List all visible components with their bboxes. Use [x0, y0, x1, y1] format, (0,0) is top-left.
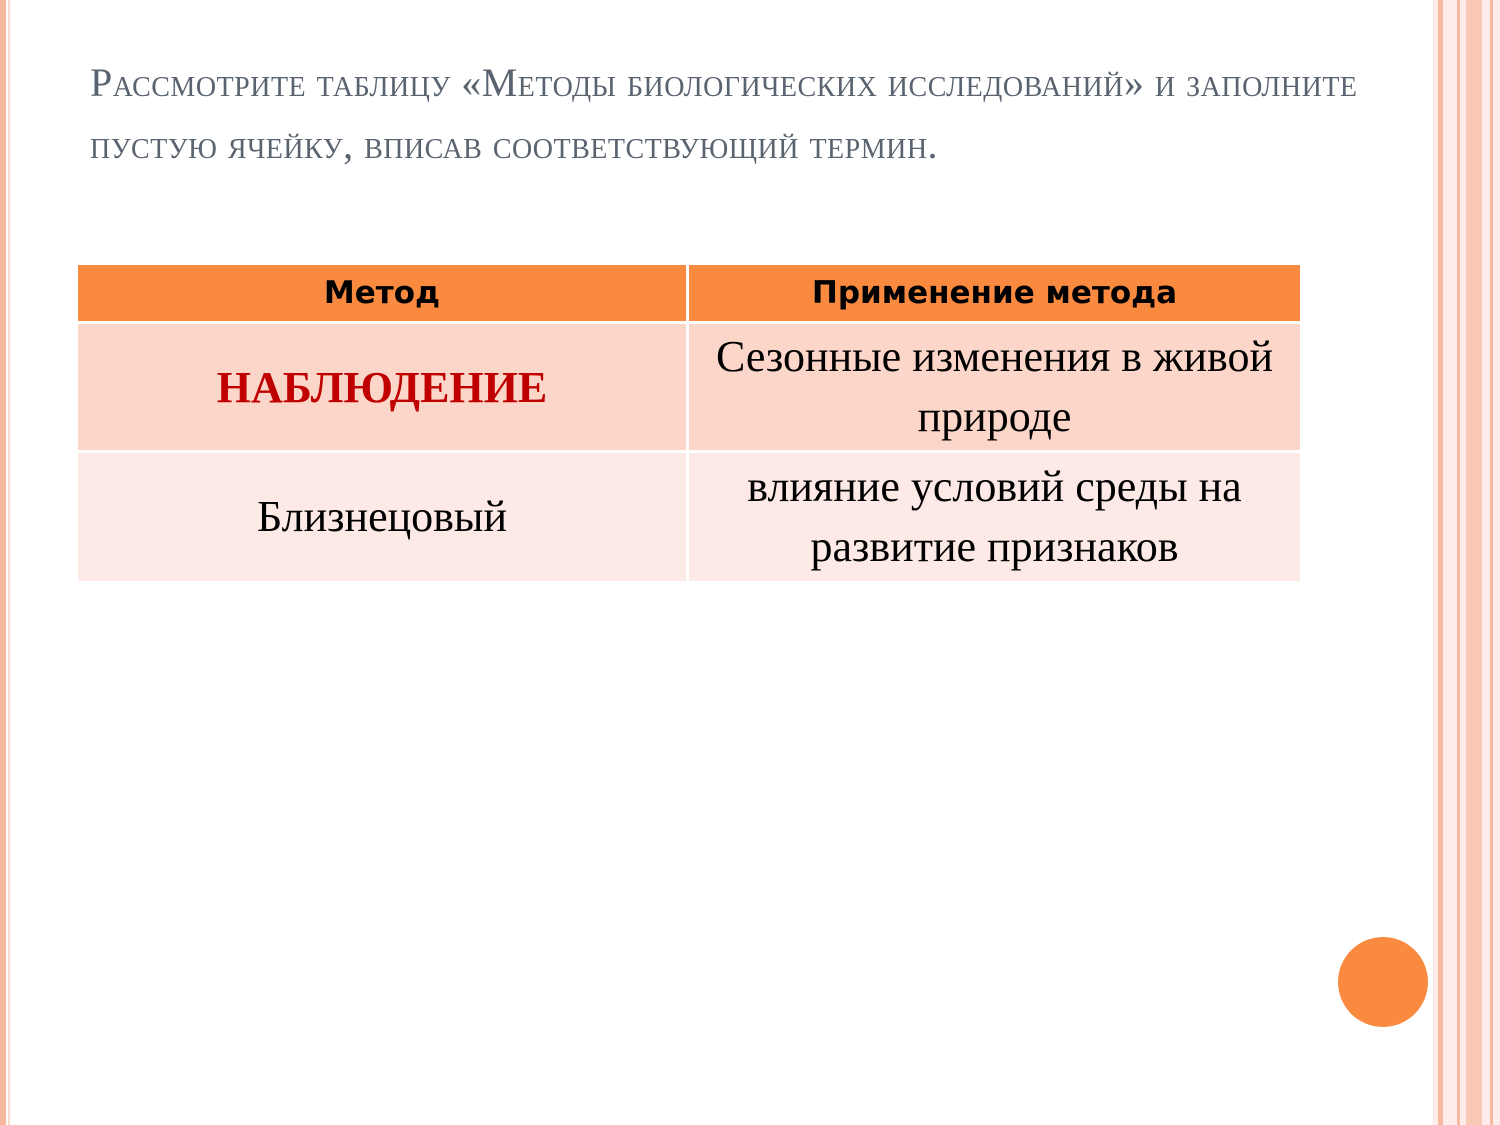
table-header-row [77, 264, 1302, 323]
table-row [77, 323, 1302, 452]
frame-left-line [8, 0, 10, 1125]
frame-right-stripe [1466, 0, 1482, 1125]
table-row [77, 452, 1302, 583]
table-header-method: Метод [77, 264, 688, 323]
frame-left-border [0, 0, 6, 1125]
methods-table [75, 262, 1303, 584]
table-cell-method: НАБЛЮДЕНИЕ [77, 323, 688, 452]
frame-right-stripe [1490, 0, 1493, 1125]
frame-right-stripe [1438, 0, 1443, 1125]
table-header-application: Применение метода [688, 264, 1302, 323]
decorative-circle [1338, 937, 1428, 1027]
slide-title: Рассмотрите таблицу «Методы биологических исследований» и заполните пустую ячейку, вписав соответствующий термин. [90, 60, 1358, 167]
table-cell-method: Близнецовый [77, 452, 688, 583]
frame-right-stripe [1457, 0, 1460, 1125]
table-cell-application: Сезонные изменения в живой природе [688, 323, 1302, 452]
table-cell-application: влияние условий среды на развитие признаков [688, 452, 1302, 583]
